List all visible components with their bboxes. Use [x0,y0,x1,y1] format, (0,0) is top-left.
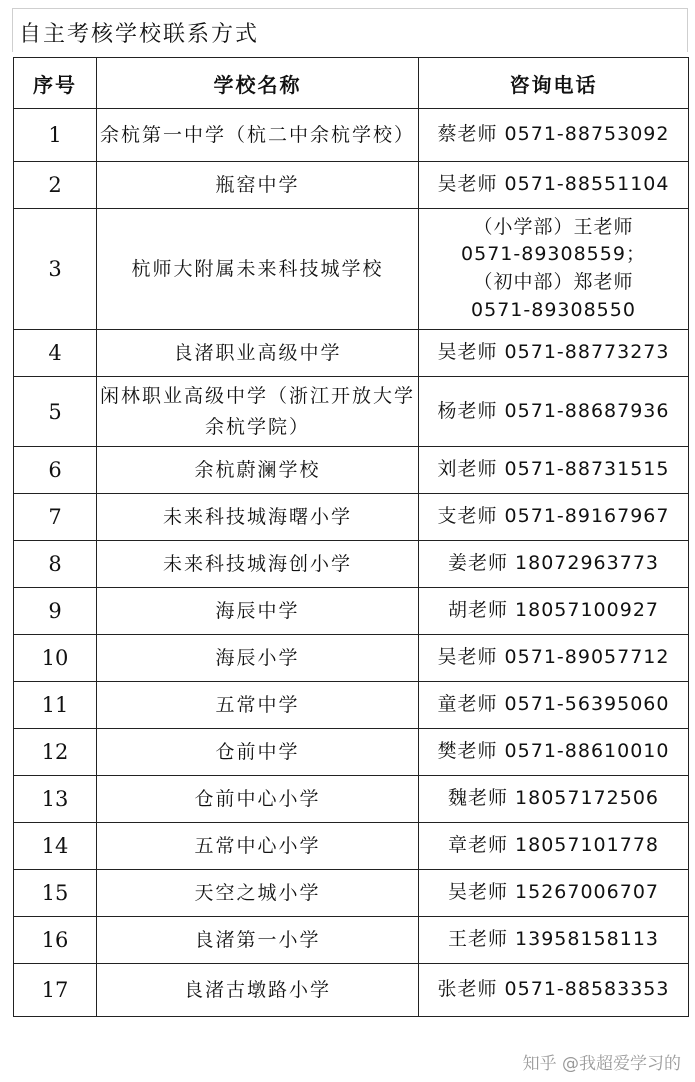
school-name: 仓前中学 [97,729,419,776]
contact-phone: （小学部）王老师 0571-89308559； （初中部）郑老师 0571-89308550 [419,209,689,330]
school-name: 良渚第一小学 [97,917,419,964]
contact-phone: 吴老师 0571-88773273 [419,330,689,377]
school-name: 余杭蔚澜学校 [97,447,419,494]
table-row [14,729,689,776]
table-row [14,870,689,917]
contact-phone: 童老师 0571-56395060 [419,682,689,729]
contact-phone: 张老师 0571-88583353 [419,964,689,1017]
school-name: 杭师大附属未来科技城学校 [97,209,419,330]
watermark: 知乎 @我超爱学习的 [522,1054,681,1074]
school-name: 良渚古墩路小学 [97,964,419,1017]
row-number: 13 [14,776,97,823]
contact-phone: 支老师 0571-89167967 [419,494,689,541]
table-row [14,964,689,1017]
header-school-name: 学校名称 [97,58,419,109]
contact-phone: 杨老师 0571-88687936 [419,377,689,447]
table-row [14,377,689,447]
row-number: 2 [14,162,97,209]
contact-phone: 魏老师 18057172506 [419,776,689,823]
school-name: 未来科技城海创小学 [97,541,419,588]
school-name: 瓶窑中学 [97,162,419,209]
school-name: 余杭第一中学（杭二中余杭学校） [97,109,419,162]
table-row [14,330,689,377]
school-name: 天空之城小学 [97,870,419,917]
contact-phone: 姜老师 18072963773 [419,541,689,588]
table-row [14,917,689,964]
row-number: 1 [14,109,97,162]
contact-phone: 吴老师 15267006707 [419,870,689,917]
row-number: 9 [14,588,97,635]
school-name: 海辰小学 [97,635,419,682]
contact-phone: 吴老师 0571-88551104 [419,162,689,209]
table-row [14,776,689,823]
contact-phone: 吴老师 0571-89057712 [419,635,689,682]
table-row [14,635,689,682]
table-row [14,823,689,870]
document-title: 自主考核学校联系方式 [19,22,260,47]
contact-phone: 王老师 13958158113 [419,917,689,964]
table-row [14,494,689,541]
contact-phone: 胡老师 18057100927 [419,588,689,635]
contact-phone: 樊老师 0571-88610010 [419,729,689,776]
row-number: 17 [14,964,97,1017]
row-number: 8 [14,541,97,588]
document-title-bar [12,8,688,52]
header-phone: 咨询电话 [419,58,689,109]
school-name: 良渚职业高级中学 [97,330,419,377]
header-number: 序号 [14,58,97,109]
school-name: 五常中心小学 [97,823,419,870]
table-row [14,162,689,209]
table-row [14,109,689,162]
row-number: 7 [14,494,97,541]
row-number: 11 [14,682,97,729]
table-header-row [14,58,689,109]
school-name: 五常中学 [97,682,419,729]
row-number: 16 [14,917,97,964]
contact-phone: 刘老师 0571-88731515 [419,447,689,494]
school-contact-table [13,57,689,1017]
row-number: 5 [14,377,97,447]
table-row [14,209,689,330]
row-number: 4 [14,330,97,377]
contact-phone: 蔡老师 0571-88753092 [419,109,689,162]
school-name: 仓前中心小学 [97,776,419,823]
row-number: 10 [14,635,97,682]
table-row [14,447,689,494]
row-number: 3 [14,209,97,330]
row-number: 12 [14,729,97,776]
school-name: 未来科技城海曙小学 [97,494,419,541]
row-number: 14 [14,823,97,870]
table-row [14,541,689,588]
school-name: 闲林职业高级中学（浙江开放大学余杭学院） [97,377,419,447]
contact-phone: 章老师 18057101778 [419,823,689,870]
table-row [14,588,689,635]
row-number: 6 [14,447,97,494]
row-number: 15 [14,870,97,917]
table-row [14,682,689,729]
school-name: 海辰中学 [97,588,419,635]
